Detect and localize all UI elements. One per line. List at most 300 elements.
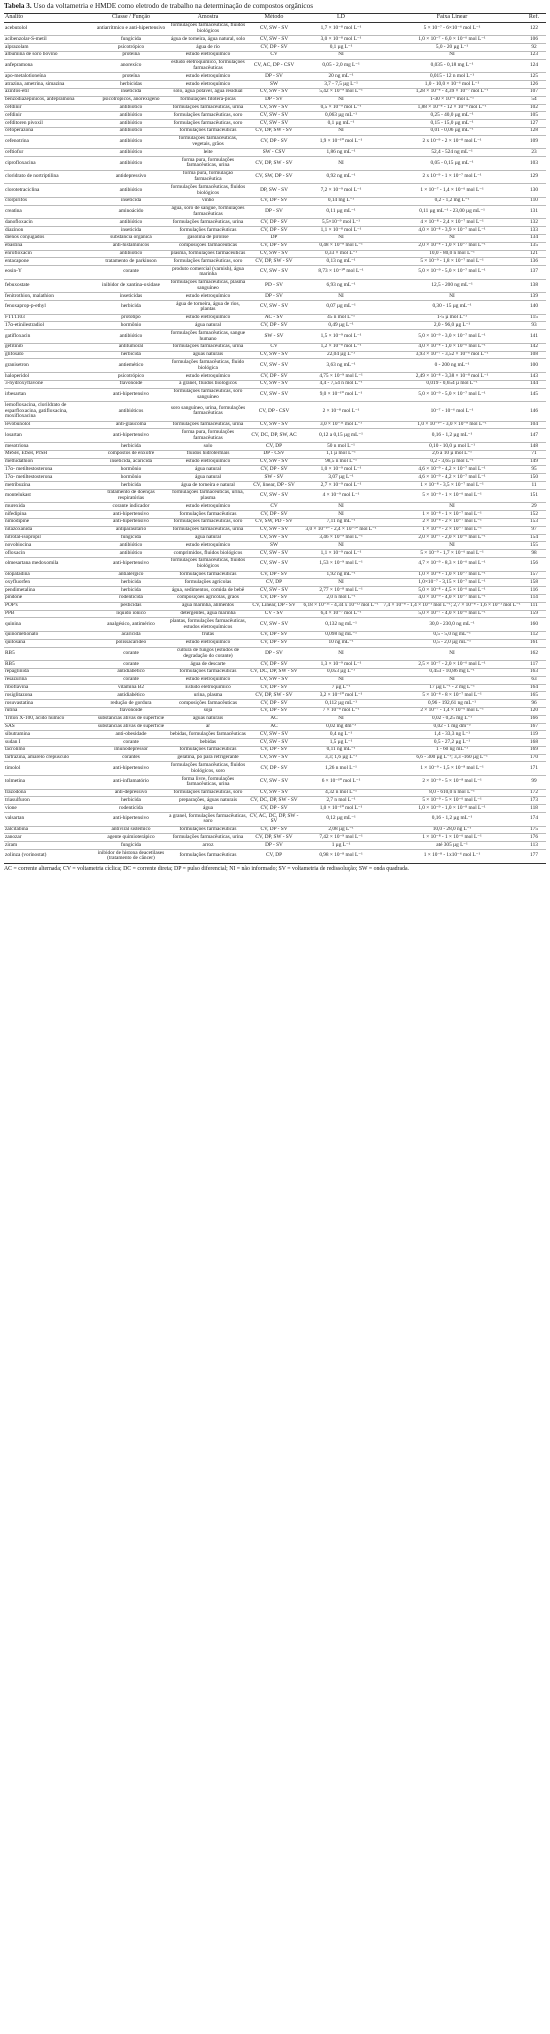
cell-faixa-linear: NI <box>382 647 522 661</box>
cell-faixa-linear: 4,0 × 10⁻⁸ - 1,0 × 10⁻⁶ mol L⁻¹ <box>382 343 522 351</box>
cell-faixa-linear: 5 × 10⁻⁹ - 5 × 10⁻⁶ mol L⁻¹ <box>382 797 522 805</box>
cell-ld: 1,53 × 10⁻⁹ mol L⁻¹ <box>300 557 382 571</box>
cell-classe: anti-inflamatório <box>94 776 168 790</box>
table-row <box>4 88 546 96</box>
cell-ref: 117 <box>522 661 546 669</box>
cell-faixa-linear: NI <box>382 51 522 59</box>
cell-ref: 100 <box>522 359 546 373</box>
cell-classe: flavonoide <box>94 707 168 715</box>
cell-analito: pendimetalina <box>4 587 94 595</box>
cell-classe: corante <box>94 676 168 684</box>
cell-ld: NI <box>300 157 382 171</box>
cell-ld: 4 × 10⁻⁹ mol L⁻¹ <box>300 489 382 503</box>
cell-analito: creatina <box>4 205 94 219</box>
cell-faixa-linear: 0,25 - 40,0 µg mL⁻¹ <box>382 112 522 120</box>
cell-amostra: composições farmacêuticas <box>168 700 248 708</box>
cell-amostra: formulações farmacêuticas, fluidos biológicos <box>168 557 248 571</box>
cell-ld: 3,0 × 10⁻¹¹ mol L⁻¹ <box>300 421 382 429</box>
cell-classe: protótipo <box>94 314 168 322</box>
cell-ref: 110 <box>522 197 546 205</box>
cell-analito: mesotriona <box>4 443 94 451</box>
cell-amostra: solo <box>168 443 248 451</box>
cell-classe: anorexíco <box>94 59 168 73</box>
cell-metodo: CV, SW - SV <box>248 557 300 571</box>
cell-metodo: CV, SW - SV <box>248 359 300 373</box>
cell-amostra: plasma, formulações farmacêuticas <box>168 250 248 258</box>
cell-analito: MeSH, EtSH, PrSH <box>4 450 94 458</box>
data-table <box>4 13 546 864</box>
cell-ld: NI <box>300 542 382 550</box>
cell-metodo: CV, DP - SV <box>248 322 300 330</box>
cell-ld: 9,0 × 10⁻¹⁰ mol L⁻¹ <box>300 388 382 402</box>
cell-analito: POP's <box>4 602 94 610</box>
cell-ref: 171 <box>522 762 546 776</box>
cell-classe: corante <box>94 661 168 669</box>
table-row <box>4 707 546 715</box>
table-row <box>4 797 546 805</box>
cell-classe: rodenticida <box>94 594 168 602</box>
cell-classe: anti-hipertensivo <box>94 762 168 776</box>
table-row <box>4 104 546 112</box>
cell-faixa-linear: NI <box>382 503 522 511</box>
cell-ref: 134 <box>522 234 546 242</box>
cell-faixa-linear: 4 × 10⁻⁸ - 2,4 × 10⁻⁷ mol L⁻¹ <box>382 219 522 227</box>
table-row <box>4 234 546 242</box>
cell-amostra: leite <box>168 149 248 157</box>
cell-faixa-linear: 2 × 10⁻⁹ - 5 × 10⁻⁸ mol L⁻¹ <box>382 776 522 790</box>
table-row <box>4 668 546 676</box>
cell-metodo: CV, DP - SV <box>248 746 300 754</box>
cell-ref: 121 <box>522 250 546 258</box>
cell-ld: 7 µg L⁻¹ <box>300 684 382 692</box>
cell-faixa-linear: 1,88 × 10⁻⁸ - 12 × 10⁻⁸ mol L⁻¹ <box>382 104 522 112</box>
cell-ref: 150 <box>522 474 546 482</box>
cell-ld: 1,92 ng mL⁻¹ <box>300 571 382 579</box>
cell-ld: 10 ng mL⁻¹ <box>300 639 382 647</box>
table-row <box>4 421 546 429</box>
cell-faixa-linear: 0,5 - 2,0 µg mL⁻¹ <box>382 639 522 647</box>
cell-metodo: SW - SV <box>248 474 300 482</box>
cell-metodo: CV, DP - SV <box>248 242 300 250</box>
header-ld: LD <box>300 14 382 23</box>
cell-amostra: formulações farmacêuticas, fluidos biológicos <box>168 22 248 36</box>
cell-classe: psicotrópico <box>94 44 168 52</box>
cell-amostra: formulações farmacêuticas <box>168 850 248 864</box>
cell-faixa-linear: 2 × 10⁻⁷ - 1,4 × 10⁻⁶ mol L⁻¹ <box>382 707 522 715</box>
cell-amostra: frutas <box>168 631 248 639</box>
cell-classe: inseticida <box>94 88 168 96</box>
cell-amostra: formulações farmacêuticas <box>168 668 248 676</box>
document-page <box>4 0 546 873</box>
cell-ld: 4,75 × 10⁻⁹ mol L⁻¹ <box>300 373 382 381</box>
cell-classe: anti-glaucoma <box>94 421 168 429</box>
cell-ref: 102 <box>522 104 546 112</box>
cell-metodo: AC - SV <box>248 314 300 322</box>
cell-metodo: CV, DP, SW - SV <box>248 258 300 266</box>
cell-faixa-linear: 1-30 × 10⁻⁶ mol L⁻¹ <box>382 96 522 104</box>
cell-ld: 3,2 × 10⁻¹⁰ mol L⁻¹ <box>300 692 382 700</box>
cell-classe: antibiótico <box>94 104 168 112</box>
cell-ref: 105 <box>522 112 546 120</box>
cell-amostra: estudo eletroquímico <box>168 314 248 322</box>
table-row <box>4 542 546 550</box>
table-row <box>4 51 546 59</box>
cell-ld: 1,2 × 10⁻⁸ mol L⁻¹ <box>300 343 382 351</box>
cell-metodo: CV, DP - SV <box>248 684 300 692</box>
cell-faixa-linear: 0,11 µg mL⁻¹ - 23,00 µg mL⁻¹ <box>382 205 522 219</box>
cell-analito: dienos conjugados <box>4 234 94 242</box>
cell-metodo: CV, SW - SV <box>248 351 300 359</box>
cell-metodo: SW - CSV <box>248 149 300 157</box>
cell-faixa-linear: 10,0 - 80,0 n mol L⁻¹ <box>382 250 522 258</box>
table-row <box>4 466 546 474</box>
table-row <box>4 197 546 205</box>
cell-ref: 114 <box>522 594 546 602</box>
cell-ref: 112 <box>522 631 546 639</box>
cell-classe: antibiótico <box>94 550 168 558</box>
cell-ld: 6,18 × 10⁻¹¹ - 4,34 x 10⁻¹² mol L⁻¹ <box>300 602 382 610</box>
cell-analito: granisetron <box>4 359 94 373</box>
cell-analito: olmesartana medoxomila <box>4 557 94 571</box>
cell-classe: anti-hipertensivo <box>94 518 168 526</box>
table-row <box>4 700 546 708</box>
cell-metodo: SW <box>248 81 300 89</box>
cell-classe: corante <box>94 647 168 661</box>
cell-analito: trazodona <box>4 789 94 797</box>
cell-amostra: formulações farmacêuticas, soro sanguíneo <box>168 388 248 402</box>
cell-amostra: soja <box>168 707 248 715</box>
cell-ref: 139 <box>522 293 546 301</box>
table-row <box>4 834 546 842</box>
table-row <box>4 518 546 526</box>
cell-analito: cefdinir <box>4 104 94 112</box>
cell-metodo: DP - SV <box>248 293 300 301</box>
cell-classe: fungicida <box>94 36 168 44</box>
cell-ref: 174 <box>522 813 546 827</box>
cell-ref: 140 <box>522 301 546 315</box>
cell-faixa-linear: 1,0 - 10,0 × 10⁻⁶ mol L⁻¹ <box>382 81 522 89</box>
table-row <box>4 731 546 739</box>
cell-metodo: CV, DP - SV <box>248 631 300 639</box>
cell-classe: anti-histamínicos <box>94 242 168 250</box>
cell-analito: novobiocina <box>4 542 94 550</box>
cell-ld: 6,93 ng mL⁻¹ <box>300 279 382 293</box>
cell-metodo: CV, SW - SV <box>248 36 300 44</box>
cell-ld: 3,3; 1,6 µg L⁻¹ <box>300 754 382 762</box>
cell-ref: 95 <box>522 466 546 474</box>
cell-ld: 1,9 × 10⁻¹⁰ mol L⁻¹ <box>300 135 382 149</box>
cell-analito: rosiglitazona <box>4 692 94 700</box>
cell-ref: 103 <box>522 157 546 171</box>
cell-ref: 118 <box>522 805 546 813</box>
cell-ld: 3,0 × 10⁻⁸ mol L⁻¹ <box>300 36 382 44</box>
cell-ref: 177 <box>522 850 546 864</box>
cell-amostra: estudo eletroquímico <box>168 542 248 550</box>
cell-metodo: CV, DP, SW - SV <box>248 692 300 700</box>
cell-ld: 0,12 a 0,15 µg mL⁻¹ <box>300 429 382 443</box>
cell-analito: haloperidol <box>4 373 94 381</box>
cell-faixa-linear: 1 × 10⁻⁹ - 2 × 10⁻⁷ mol L⁻¹ <box>382 526 522 534</box>
cell-ld: 3,07 µg L⁻¹ <box>300 474 382 482</box>
cell-classe: imunodepressor <box>94 746 168 754</box>
cell-analito: tartrazina, amarelo crepúsculo <box>4 754 94 762</box>
cell-analito: fenoxaprop-p-ethyl <box>4 301 94 315</box>
cell-ref: 104 <box>522 421 546 429</box>
cell-ref: 154 <box>522 534 546 542</box>
cell-ref: 131 <box>522 205 546 219</box>
cell-analito: clorotetraciclina <box>4 184 94 198</box>
cell-faixa-linear: 0 - 200 ng mL⁻¹ <box>382 359 522 373</box>
cell-classe: proteína <box>94 51 168 59</box>
cell-faixa-linear: 1,0 × 10⁻⁸ - 1,0 × 10⁻⁷ mol L⁻¹ <box>382 571 522 579</box>
cell-analito: timolol <box>4 762 94 776</box>
table-row <box>4 692 546 700</box>
cell-metodo: CV, DP - SV <box>248 227 300 235</box>
table-row <box>4 219 546 227</box>
cell-amostra: arroz <box>168 842 248 850</box>
cell-amostra: água natural <box>168 322 248 330</box>
cell-ref: 149 <box>522 458 546 466</box>
cell-amostra: estudo eletroquímico, formulações farmacêuticas <box>168 59 248 73</box>
cell-ref: 166 <box>522 715 546 723</box>
cell-amostra: estudo eletroquímico <box>168 373 248 381</box>
cell-faixa-linear: NI <box>382 234 522 242</box>
table-row <box>4 579 546 587</box>
cell-ref: 92 <box>522 44 546 52</box>
cell-ref: 109 <box>522 135 546 149</box>
cell-faixa-linear: 1 × 10⁻⁸ - 1x10⁻⁶ mol L⁻¹ <box>382 850 522 864</box>
cell-amostra: urina, plasma <box>168 692 248 700</box>
table-row <box>4 44 546 52</box>
cell-faixa-linear: 5,0 × 10⁻⁹ - 5,0 × 10⁻⁷ mol L⁻¹ <box>382 388 522 402</box>
cell-ref: 11 <box>522 482 546 490</box>
cell-faixa-linear: 5 × 10⁻⁹ - 1,8 × 10⁻⁷ mol L⁻¹ <box>382 258 522 266</box>
cell-classe: polissacarídeo <box>94 639 168 647</box>
cell-classe: anti-hipertensivo <box>94 511 168 519</box>
cell-ld: 0,132 ng mL⁻¹ <box>300 618 382 632</box>
cell-ld: 0,02 mg dm⁻³ <box>300 723 382 731</box>
cell-classe: antibiótico <box>94 542 168 550</box>
cell-ref: 136 <box>522 258 546 266</box>
cell-amostra: formulações farmacêuticas, sangue humano <box>168 330 248 344</box>
cell-faixa-linear: 0,019 - 0,654 µ mol L⁻¹ <box>382 380 522 388</box>
cell-ld: 3,0 × 10⁻¹⁰ - 2,4 × 10⁻¹⁰ mol L⁻¹ <box>300 526 382 534</box>
cell-faixa-linear: até 305 µg L⁻¹ <box>382 842 522 850</box>
cell-metodo: SW <box>248 542 300 550</box>
cell-classe: antibiótico <box>94 135 168 149</box>
table-row <box>4 322 546 330</box>
cell-analito: levobunolol <box>4 421 94 429</box>
cell-analito: cloridrato de nortriptilina <box>4 170 94 184</box>
cell-classe: líquido iônico <box>94 610 168 618</box>
cell-classe: hormônio <box>94 466 168 474</box>
header-analito: Analito <box>4 14 94 23</box>
cell-classe: flavonoide <box>94 380 168 388</box>
cell-metodo: CV, DP, SW - SV <box>248 157 300 171</box>
cell-ref: 159 <box>522 610 546 618</box>
cell-ref: 93 <box>522 322 546 330</box>
cell-metodo: CV, DP, SW - SV <box>248 834 300 842</box>
cell-metodo: DP - SV <box>248 205 300 219</box>
cell-analito: methidathion <box>4 458 94 466</box>
cell-amostra: água marinha, alimentos <box>168 602 248 610</box>
cell-ref: 132 <box>522 219 546 227</box>
cell-classe: redução de gordura <box>94 700 168 708</box>
cell-analito: quinina <box>4 618 94 632</box>
cell-faixa-linear: 5,0 × 10⁻⁹ - 5,0 × 10⁻⁷ mol L⁻¹ <box>382 266 522 280</box>
cell-faixa-linear: 5 × 10⁻⁸ - 8 × 10⁻⁷ mol L⁻¹ <box>382 692 522 700</box>
cell-ref: 98 <box>522 550 546 558</box>
cell-metodo: CV, DP - SV <box>248 44 300 52</box>
cell-ref: 29 <box>522 503 546 511</box>
cell-amostra: água de torneira, água natural, solo <box>168 36 248 44</box>
cell-analito: tolmetina <box>4 776 94 790</box>
cell-ld: 1,5 × 10⁻⁹ mol L⁻¹ <box>300 330 382 344</box>
cell-ld: 1,5 µg L⁻¹ <box>300 739 382 747</box>
table-row <box>4 684 546 692</box>
cell-analito: ciprofloxacina <box>4 157 94 171</box>
cell-faixa-linear: 1,0 × 10⁻⁷ - 6,0 × 10⁻⁶ mol L⁻¹ <box>382 36 522 44</box>
cell-analito: azinfos-etil <box>4 88 94 96</box>
table-row <box>4 723 546 731</box>
cell-faixa-linear: 0,01 - 0,06 µg mL⁻¹ <box>382 127 522 135</box>
cell-faixa-linear: 0,5 - 27,2 µg L⁻¹ <box>382 739 522 747</box>
cell-amostra: água, sedimentos, comida de bebê <box>168 587 248 595</box>
cell-ref: 120 <box>522 707 546 715</box>
cell-amostra: soro sanguíneo, urina, formulações farmacêuticas <box>168 402 248 421</box>
cell-classe: herbicidas <box>94 81 168 89</box>
cell-analito: RB5 <box>4 647 94 661</box>
cell-classe: substâncias ativas de superfície <box>94 723 168 731</box>
cell-faixa-linear: 1 - 60 ng mL⁻¹ <box>382 746 522 754</box>
cell-amostra: água natural <box>168 534 248 542</box>
header-metodo: Método <box>248 14 300 23</box>
cell-faixa-linear: 4,6 × 10⁻⁹ - 4,2 × 10⁻⁷ mol L⁻¹ <box>382 466 522 474</box>
cell-classe: antibiótico <box>94 219 168 227</box>
cell-metodo: CV, SW - SV <box>248 380 300 388</box>
cell-metodo: CV, SW - SV <box>248 676 300 684</box>
header-classe: Classe / Função <box>94 14 168 23</box>
cell-metodo: CV, DP - SV <box>248 466 300 474</box>
table-row <box>4 618 546 632</box>
cell-ref: 128 <box>522 127 546 135</box>
cell-ref: 172 <box>522 789 546 797</box>
cell-metodo: DP - SV <box>248 647 300 661</box>
cell-ld: 0,053 µg L⁻¹ <box>300 668 382 676</box>
cell-classe: antibiótico <box>94 120 168 128</box>
cell-analito: febuxostate <box>4 279 94 293</box>
cell-ld: 0,98 × 10⁻⁸ mol L⁻¹ <box>300 850 382 864</box>
cell-classe: fungicida <box>94 842 168 850</box>
table-row <box>4 402 546 421</box>
cell-ld: 0,33 × mol L⁻¹ <box>300 250 382 258</box>
cell-faixa-linear: 1,28 × 10⁻⁸ - 4,39 × 10⁻⁷ mol L⁻¹ <box>382 88 522 96</box>
cell-ref: 148 <box>522 443 546 451</box>
cell-analito: ceftiofur <box>4 149 94 157</box>
cell-ld: 1,86 ng mL⁻¹ <box>300 149 382 157</box>
cell-ld: 7,2 × 10⁻⁹ mol L⁻¹ <box>300 184 382 198</box>
cell-metodo: CV, DP - SV <box>248 571 300 579</box>
cell-ld: 0,11 µg mL⁻¹ <box>300 205 382 219</box>
table-row <box>4 73 546 81</box>
table-footnote: AC = corrente alternada; CV = voltametria cíclica; DC = corrente direta; DP = pulso diferencial; NI = não informado; SV = voltametria de redissolução; SW = onda quadrada. <box>4 865 409 872</box>
cell-classe: inseticida <box>94 227 168 235</box>
table-row <box>4 526 546 534</box>
cell-metodo: CV, DP - SV <box>248 826 300 834</box>
cell-faixa-linear: 6,6 - 300 µg L⁻¹; 3,3 -160 µg L⁻¹ <box>382 754 522 762</box>
cell-classe: compostos de enxofre <box>94 450 168 458</box>
cell-faixa-linear: 5 × 10⁻⁹ - 1,7 × 10⁻⁶ mol L⁻¹ <box>382 550 522 558</box>
cell-ld: NI <box>300 647 382 661</box>
cell-classe: antibióticos <box>94 402 168 421</box>
cell-metodo: CV, linear, DP - SV <box>248 482 300 490</box>
table-row <box>4 205 546 219</box>
cell-metodo: CV, DP - SV <box>248 135 300 149</box>
table-row <box>4 135 546 149</box>
cell-amostra: vinho <box>168 197 248 205</box>
cell-ref: 123 <box>522 51 546 59</box>
cell-faixa-linear: 5,0 - 20 µg L⁻¹ <box>382 44 522 52</box>
table-row <box>4 610 546 618</box>
cell-classe: herbicida <box>94 797 168 805</box>
cell-analito: quinometionato <box>4 631 94 639</box>
cell-classe: herbicida <box>94 351 168 359</box>
cell-metodo: CV, AC, DC, DP, SW - SV <box>249 812 299 825</box>
cell-amostra: composições agrícolas, grãos <box>168 594 248 602</box>
cell-analito: clorpirifós <box>4 197 94 205</box>
cell-ref: 23 <box>522 149 546 157</box>
cell-faixa-linear: 0,5 - 5,0 ng mL⁻¹ <box>382 631 522 639</box>
cell-classe: rodenticida <box>94 805 168 813</box>
cell-ld: 0,1 µg L⁻¹ <box>300 44 382 52</box>
cell-ld: NI <box>300 293 382 301</box>
cell-metodo: CV, SW - SV <box>248 458 300 466</box>
cell-metodo: CV, DC, DP, SW, AC <box>248 429 300 443</box>
cell-ld: 50 n mol L⁻¹ <box>300 443 382 451</box>
cell-ref: 142 <box>522 343 546 351</box>
cell-metodo: CV, DP - SV <box>248 511 300 519</box>
cell-metodo: CV, DP - SV <box>248 762 300 776</box>
table-row <box>4 503 546 511</box>
cell-ld: 45 n mol L⁻¹ <box>300 314 382 322</box>
cell-classe: herbicida <box>94 301 168 315</box>
cell-metodo: CV, DP - SV <box>248 700 300 708</box>
cell-faixa-linear: 30,0 - 230,0 ng mL⁻¹ <box>382 618 522 632</box>
cell-metodo: CV, DP <box>248 443 300 451</box>
cell-ref: 157 <box>522 571 546 579</box>
cell-metodo: CV, DP - SV <box>248 707 300 715</box>
cell-analito: triasulfuron <box>4 797 94 805</box>
cell-amostra: a granel, fluidos biológicos <box>168 380 248 388</box>
cell-metodo: CV, DP - SV <box>248 373 300 381</box>
table-row <box>4 242 546 250</box>
cell-metodo: CV, SW - SV <box>248 266 300 280</box>
cell-analito: 17α- metiltestosterona <box>4 466 94 474</box>
cell-faixa-linear: 0,035 - 0,18 mg L⁻¹ <box>382 59 522 73</box>
cell-analito: sudan I <box>4 739 94 747</box>
cell-analito: enrofloxacin <box>4 250 94 258</box>
cell-amostra: formulações farmacêuticas, urina <box>168 104 248 112</box>
cell-ref: 138 <box>522 279 546 293</box>
table-row <box>4 557 546 571</box>
cell-amostra: comprimidos, fluidos biológicos <box>168 550 248 558</box>
cell-classe: antibiótico <box>94 157 168 171</box>
cell-ref: 115 <box>522 314 546 322</box>
cell-metodo: CV <box>248 343 300 351</box>
cell-amostra: águas naturais <box>168 351 248 359</box>
cell-amostra: formulações farmacêuticas <box>168 571 248 579</box>
cell-metodo: AC <box>248 715 300 723</box>
